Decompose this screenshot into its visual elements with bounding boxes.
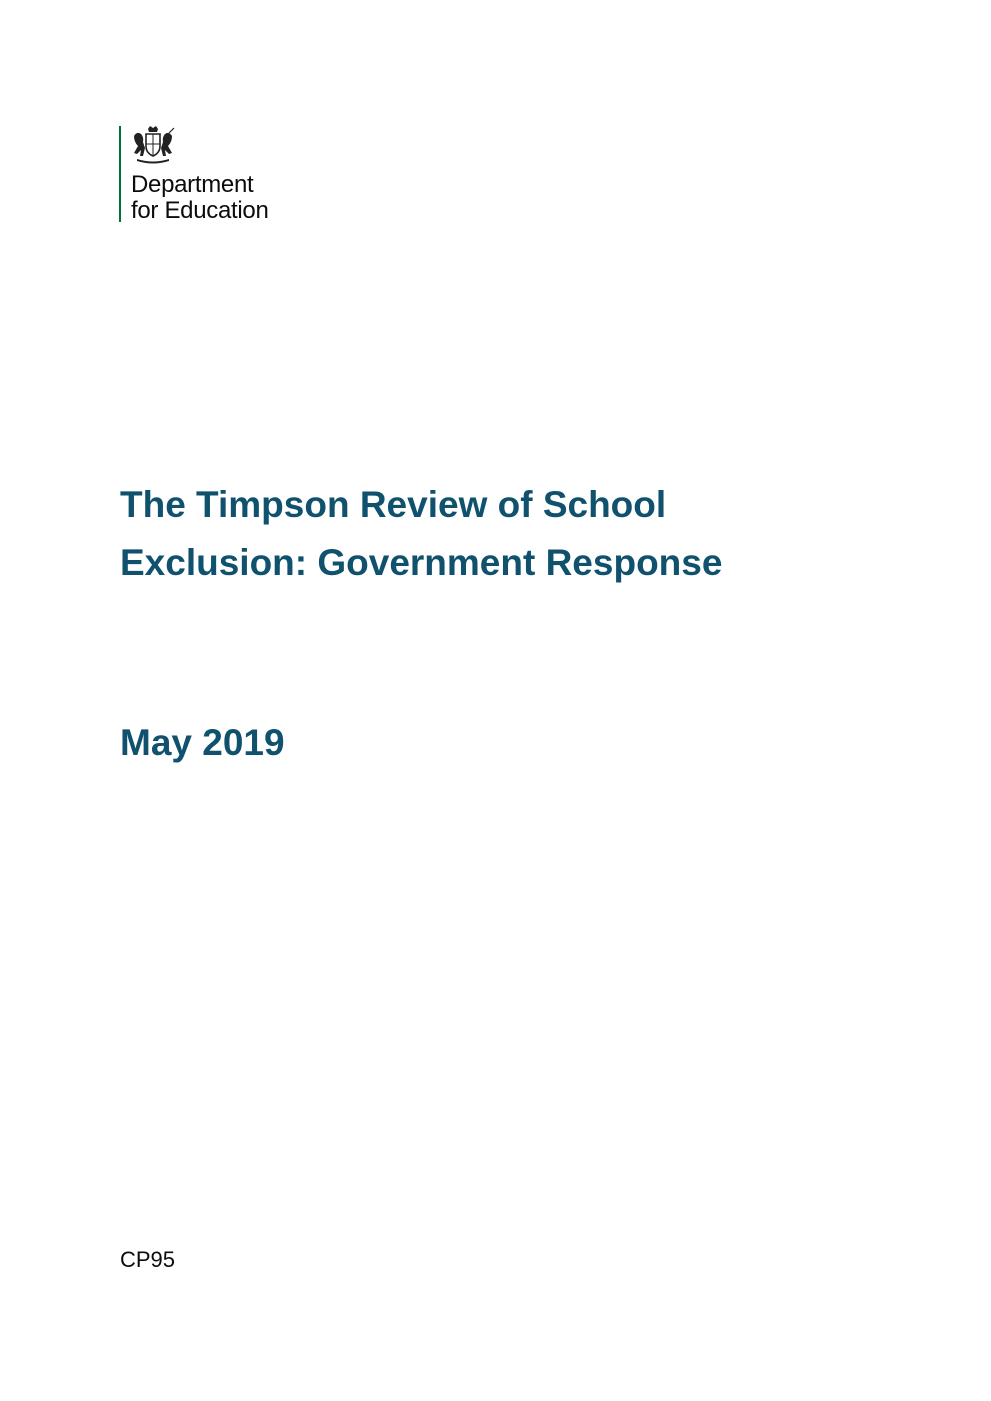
document-title <box>120 476 880 592</box>
logo-text-department: Department <box>131 171 254 198</box>
publication-date: May 2019 <box>120 722 285 763</box>
department-logo <box>119 126 319 222</box>
document-title-line-1: The Timpson Review of School <box>120 484 667 525</box>
royal-coat-of-arms-icon <box>131 126 175 164</box>
logo-text-for-education: for Education <box>131 197 269 224</box>
command-paper-reference: CP95 <box>120 1247 176 1272</box>
logo-rule <box>119 126 121 222</box>
document-title-line-2: Exclusion: Government Response <box>120 542 723 583</box>
